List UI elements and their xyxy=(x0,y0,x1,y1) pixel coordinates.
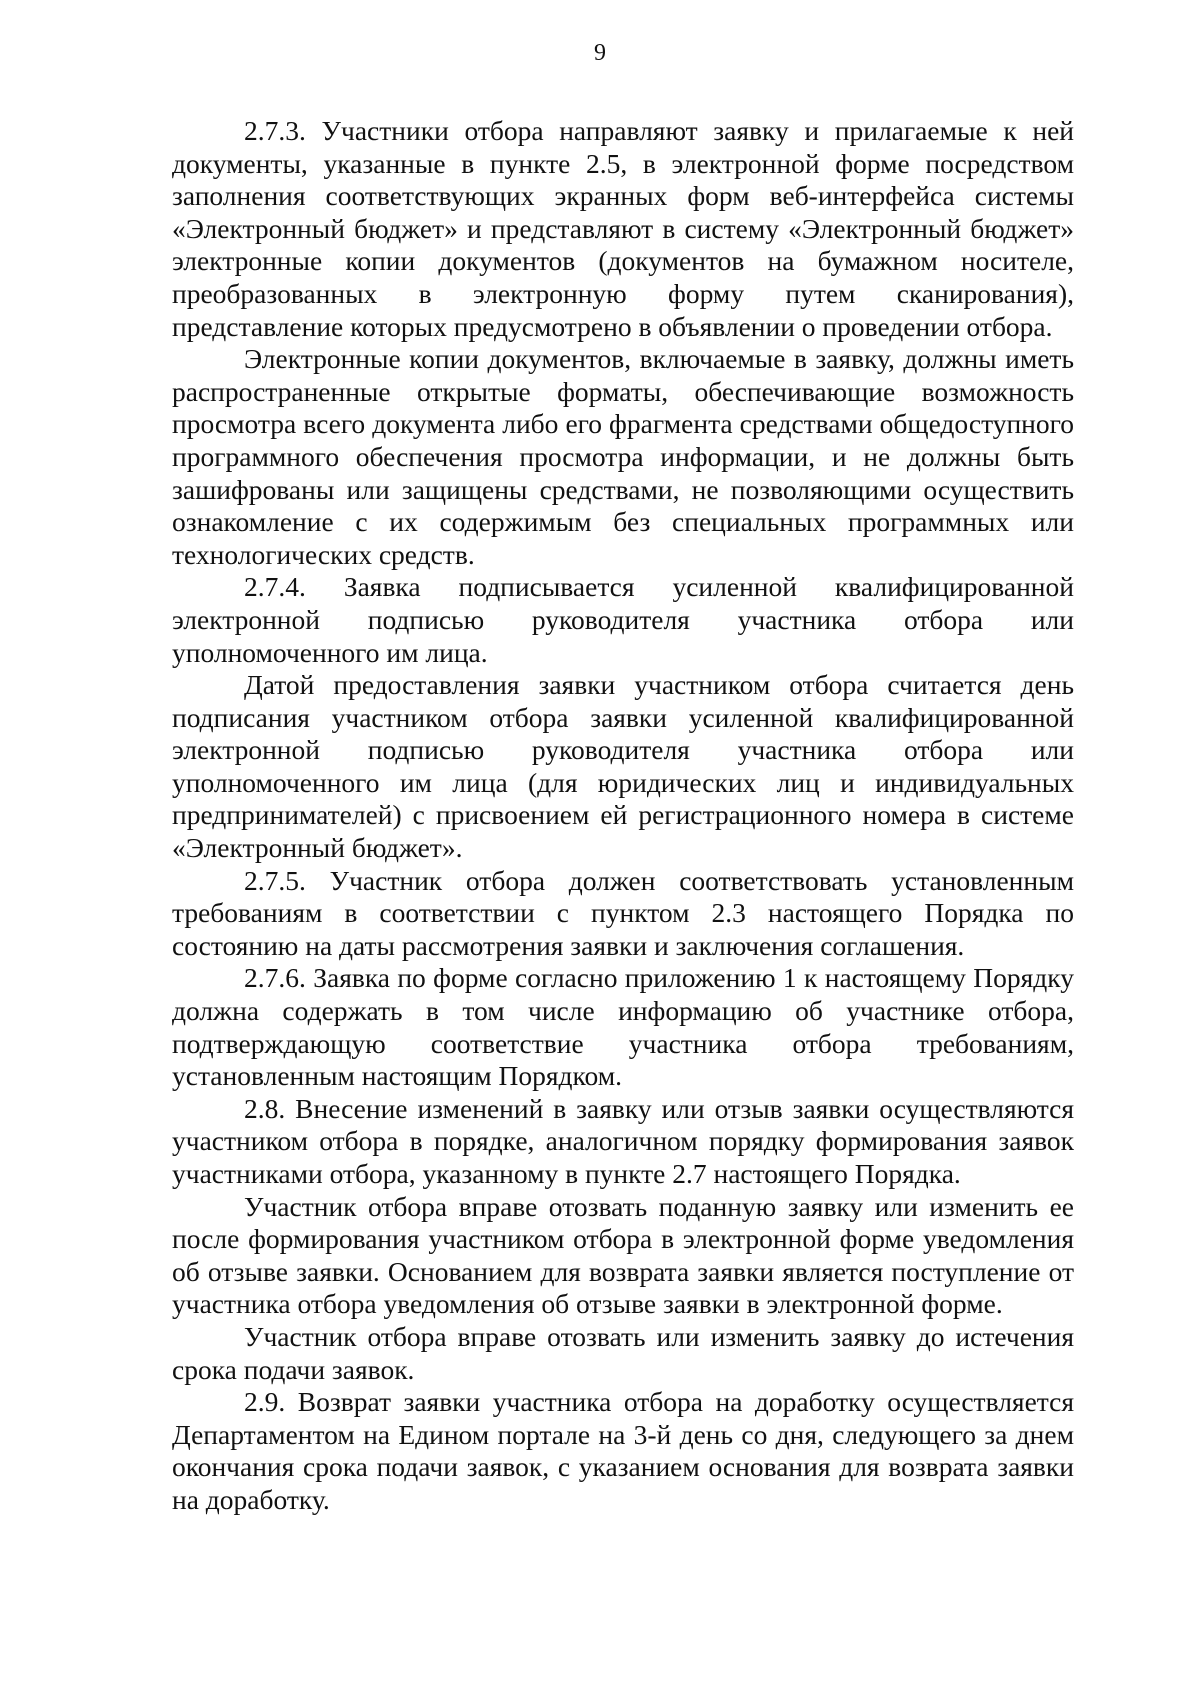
document-body xyxy=(172,115,1074,1517)
paragraph-electronic-copies: Электронные копии документов, включаемые в заявку, должны иметь распространенные открытые форматы, обеспечивающие возможность просмотра всего документа либо его фрагмента средствами общедоступного программного обеспечения просмотра информации, и не должны быть зашифрованы или защищены средствами, не позволяющими осуществить ознакомление с их содержимым без специальных программных или технологических средств. xyxy=(172,343,1074,570)
paragraph-2-7-4: 2.7.4. Заявка подписывается усиленной квалифицированной электронной подписью руководителя участника отбора или уполномоченного им лица. xyxy=(172,571,1074,668)
paragraph-2-9: 2.9. Возврат заявки участника отбора на доработку осуществляется Департаментом на Едином портале на 3-й день со дня, следующего за днем окончания срока подачи заявок, с указанием основания для возврата заявки на доработку. xyxy=(172,1386,1074,1515)
page-number: 9 xyxy=(594,40,606,66)
paragraph-withdrawal: Участник отбора вправе отозвать поданную заявку или изменить ее после формирования участником отбора в электронной форме уведомления об отзыве заявки. Основанием для возврата заявки является поступление от участника отбора уведомления об отзыве заявки в электронной форме. xyxy=(172,1190,1074,1320)
paragraph-2-7-3: 2.7.3. Участники отбора направляют заявку и прилагаемые к ней документы, указанные в пункте 2.5, в электронной форме посредством заполнения соответствующих экранных форм веб-интерфейса системы «Электронный бюджет» и представляют в систему «Электронный бюджет» электронные копии документов (документов на бумажном носителе, преобразованных в электронную форму путем сканирования), представление которых предусмотрено в объявлении о проведении отбора. xyxy=(172,115,1074,342)
paragraph-2-7-5: 2.7.5. Участник отбора должен соответствовать установленным требованиям в соответствии с пунктом 2.3 настоящего Порядка по состоянию на даты рассмотрения заявки и заключения соглашения. xyxy=(172,864,1074,961)
paragraph-submission-date: Датой предоставления заявки участником отбора считается день подписания участником отбора заявки усиленной квалифицированной электронной подписью руководителя участника отбора или уполномоченного им лица (для юридических лиц и индивидуальных предпринимателей) с присвоением ей регистрационного номера в системе «Электронный бюджет». xyxy=(172,669,1074,864)
paragraph-2-7-6: 2.7.6. Заявка по форме согласно приложению 1 к настоящему Порядку должна содержать в том числе информацию об участнике отбора, подтверждающую соответствие участника отбора требованиям, установленным настоящим Порядком. xyxy=(172,962,1074,1092)
paragraph-withdrawal-deadline: Участник отбора вправе отозвать или изменить заявку до истечения срока подачи заявок. xyxy=(172,1320,1074,1385)
paragraph-2-8: 2.8. Внесение изменений в заявку или отзыв заявки осуществляются участником отбора в порядке, аналогичном порядку формирования заявок участниками отбора, указанному в пункте 2.7 настоящего Порядка. xyxy=(172,1092,1074,1189)
